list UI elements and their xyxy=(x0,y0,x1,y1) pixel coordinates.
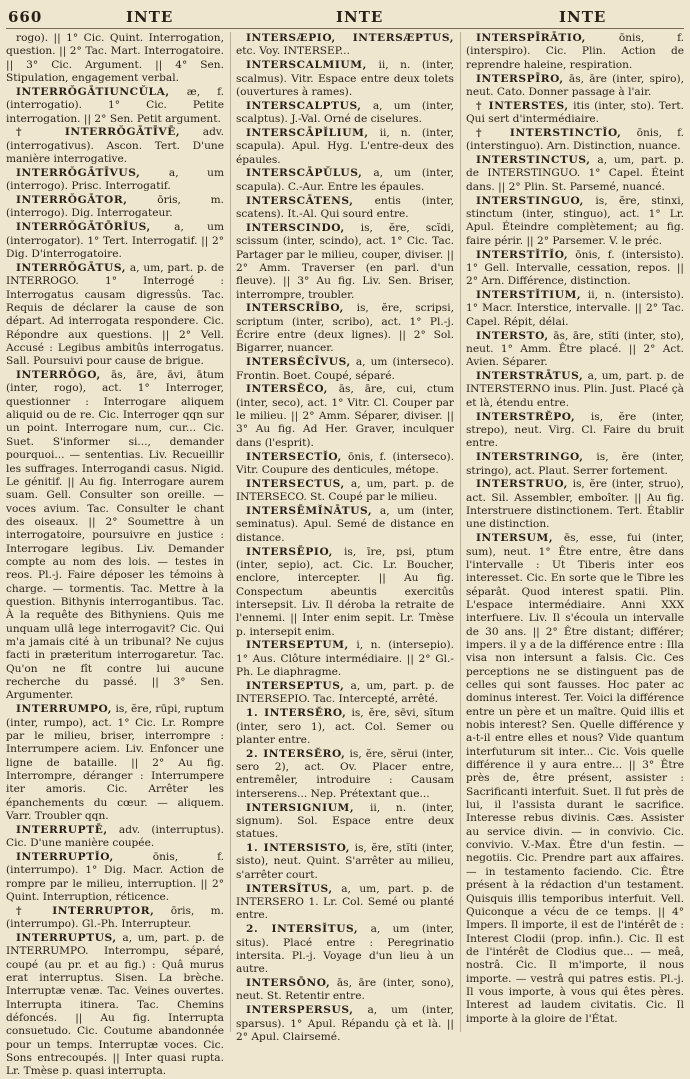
dictionary-entry xyxy=(236,127,454,167)
entry-definition: ii, n. (intersisto). 1° Macr. Interstice, intervalle. || 2° Tac. Capel. Répit, délai. xyxy=(466,289,684,328)
entry-definition: a, um (inter, scapula). C.-Aur. Entre les épaules. xyxy=(236,167,454,193)
entry-headword: † INTERRŎGĀTĪVĒ, xyxy=(16,126,181,139)
dictionary-entry xyxy=(6,262,224,369)
entry-headword: INTERSTINGUO, xyxy=(476,194,584,207)
entry-definition: a, um (inter, situs). Placé entre : Peregrinatio intersita. Pl.-j. Voyage d'un lieu à un autre. xyxy=(236,923,454,976)
entry-headword: INTERSCĀPĬLIUM, xyxy=(246,126,369,139)
dictionary-entry xyxy=(236,1004,454,1044)
entry-definition: ās, āre, āvi, ātum (inter, rogo), act. 1° Interroger, questionner : Interrogare aliquem aliquid ou de re. Cic. Interroger qqn sur un point. Interrogare num, cur... Cic. Suet. S'informer si..., demander pourquoi... — sententias. Liv. Recueillir les suffrages. Interrogandi casus. Nigid. Le génitif. || Au fig. Interrogare aurem suam. Gell. Consulter son oreille. — voces avium. Tac. Consulter le chant des oiseaux. || 2° Soumettre à un interrogatoire, poursuivre en justice : Interrogare legibus. Liv. Demander compte au nom des lois. — testes in reos. Pl.-j. Faire déposer les témoins à charge. — tormentis. Tac. Mettre à la question. Bithynis interrogantibus. Tac. À la requête des Bithyniens. Quis me unquam ullâ lege interrogavit? Cic. Qui m'a jamais cité à un tribunal? Ne cujus facti in præteritum interrogaretur. Tac. Qu'on ne fît contre lui aucune recherche du passé. || 3° Sen. Argumenter. xyxy=(6,369,224,702)
entry-headword: INTERSTĬTIUM, xyxy=(476,289,582,302)
dictionary-entry xyxy=(236,383,454,450)
column-left xyxy=(6,32,225,1078)
running-headword-left: INTE xyxy=(126,8,174,26)
dictionary-entry xyxy=(236,748,454,801)
entry-definition: itis (inter, sto). Tert. Qui sert d'intermédiaire. xyxy=(466,99,685,126)
entry-definition: ās, āre (inter, sono), neut. St. Retentir entre. xyxy=(236,977,454,1003)
entry-headword: INTERSÆPIO, INTERSÆPTUS, xyxy=(246,32,454,44)
entry-definition: ii, n. (inter, scalmus). Vitr. Espace entre deux tolets (ouvertures à rames). xyxy=(236,59,454,98)
dictionary-entry xyxy=(466,330,684,370)
entry-definition: is, īre, psi, ptum (inter, sepio), act. Cic. Lr. Boucher, enclore, intercepter. || Au fig. Conspectum abeuntis exercitûs intersepsit. Liv. Il déroba la retraite de l'ennemi. || Inter enim sepit. Lr. Tmèse p. intersepit enim. xyxy=(236,545,455,638)
entry-definition: etc. Voy. INTERSEP... xyxy=(236,45,350,58)
entry-definition: is, ĕre, scripsi, scriptum (inter, scribo), act. 1° Pl.-j. Écrire entre (deux lignes). || 2° Sol. Bigarrer, nuancer. xyxy=(236,302,454,355)
dictionary-entry xyxy=(466,127,684,154)
dictionary-entry xyxy=(6,221,224,261)
running-headword-right: INTE xyxy=(559,8,607,26)
dictionary-entry xyxy=(236,356,454,383)
entry-headword: INTERRŎGĀTIUNCŬLA, xyxy=(16,85,170,98)
dictionary-entry xyxy=(466,32,684,72)
entry-headword: INTERSTINCTUS, xyxy=(476,154,591,167)
entry-definition: a, um, part. p. de INTERROGO. 1° Interrogé : Interrogatus causam digressûs. Tac. Requis de déclarer la cause de son départ. Ad interrogata respondere. Cic. Répondre aux questions. || 2° Vell. Accusé : Legibus ambitûs interrogatus. Sall. Poursuivi pour cause de brigue. xyxy=(6,261,225,368)
entry-headword: † INTERRUPTOR, xyxy=(16,904,155,917)
entry-headword: INTERSECTUS, xyxy=(246,477,345,490)
entry-headword: INTERRUPTĬO, xyxy=(16,850,114,863)
entry-headword: INTERSCINDO, xyxy=(246,221,345,234)
entry-definition: a, um, part. p. de INTERSTERNO inus. Plin. Just. Placé çà et là, étendu entre. xyxy=(466,370,685,409)
dictionary-entry xyxy=(236,680,454,707)
entry-headword: INTERSĔCO, xyxy=(246,383,328,396)
dictionary-entry xyxy=(236,100,454,127)
entry-definition: ās, āre, stĭti (inter, sto), neut. 1° Amm. Être placé. || 2° Act. Avien. Séparer. xyxy=(466,329,684,369)
entry-headword: INTERSECTĬO, xyxy=(246,450,342,463)
entry-definition: æ, f. (interrogatio). 1° Cic. Petite interrogation. || 2° Sen. Petit argument. xyxy=(6,85,225,125)
entry-headword: INTERSCALMIUM, xyxy=(246,59,367,72)
entry-definition: a, um (inter, scalptus). J.-Val. Orné de ciselures. xyxy=(236,99,454,126)
dictionary-entry xyxy=(466,195,684,248)
entry-headword: 1. INTERSĔRO, xyxy=(246,707,347,720)
entry-headword: INTERSPĪRĀTIO, xyxy=(476,32,586,44)
entry-headword: INTERSCALPTUS, xyxy=(246,99,362,112)
dictionary-entry xyxy=(466,451,684,478)
entry-headword: INTERSPERSUS, xyxy=(246,1004,354,1017)
dictionary-entry xyxy=(6,905,224,932)
dictionary-entry xyxy=(6,86,224,126)
entry-definition: is, ĕre, sēvi, sĭtum (inter, sero 1), act. Col. Semer ou planter entre. xyxy=(236,707,455,746)
dictionary-entry xyxy=(466,154,684,194)
dictionary-entry xyxy=(236,977,454,1004)
entry-headword: 2. INTERSĔRO, xyxy=(246,747,346,760)
dictionary-entry xyxy=(236,451,454,478)
entry-definition: is, ĕre (inter, stringo), act. Plaut. Serrer fortement. xyxy=(466,451,684,477)
entry-definition: ās, āre, cui, ctum (inter, seco), act. 1° Vitr. Cl. Couper par le milieu. || 2° Amm. Séparer, diviser. || 3° Au fig. Ad Her. Graver, inculquer dans (l'esprit). xyxy=(236,383,454,449)
dictionary-entry xyxy=(6,126,224,166)
dictionary-entry xyxy=(6,703,224,823)
entry-definition: a, um, part. p. de INTERSECO. St. Coupé par le milieu. xyxy=(236,477,455,504)
entry-headword: INTERSEPTUM, xyxy=(246,639,349,652)
entry-headword: † INTERSTINCTĬO, xyxy=(476,126,622,139)
dictionary-entry xyxy=(6,932,224,1079)
entry-headword: INTERSĔCĪVUS, xyxy=(246,356,351,369)
dictionary-entry xyxy=(236,195,454,222)
entry-headword: INTERSTRINGO, xyxy=(476,451,584,464)
entry-headword: INTERSTRĀTUS, xyxy=(476,370,584,383)
dictionary-entry xyxy=(466,249,684,289)
entry-headword: INTERSCĀPŬLUS, xyxy=(246,167,363,180)
entry-definition: is, ĕre, rūpi, ruptum (inter, rumpo), act. 1° Cic. Lr. Rompre par le milieu, briser, interrompre : Interrumpere aciem. Liv. Enfoncer une ligne de bataille. || 2° Au fig. Interrompre, déranger : Interrumpere iter amoris. Cic. Arrêter les épanchements du cœur. — aliquem. Varr. Troubler qqn. xyxy=(6,703,225,822)
entry-headword: INTERSTĬTĬO, xyxy=(476,248,569,261)
entry-definition: ēs, esse, fui (inter, sum), neut. 1° Être entre, être dans l'intervalle : Ut Tiberis inter eos interesset. Cic. En sorte que le Tibre les séparât. Quod interest spatii. Plin. L'espace intermédiaire. Anni XXX interfuere. Liv. Il s'écoula un intervalle de 30 ans. || 2° Être distant; différer; impers. il y a de la différence entre : Illa visa non intersunt a falsis. Cic. Ces perceptions ne se distinguent pas de celles qui sont fausses. Hoc pater ac dominus interest. Ter. Voici la différence entre un père et un maître. Quid illis et nobis interest? Sen. Quelle différence y a-t-il entre elles et nous? Vide quantum interfuturum sit inter... Cic. Vois quelle différence il y aura entre... || 3° Être près de, être présent, assister : Sacrificanti interfuit. Suet. Il fut près de lui, il l'assista durant le sacrifice. Interesse rebus divinis. Cæs. Assister au service divin. — in convivio. Cic. convivio. V.-Max. Être d'un festin. — negotiis. Cic. Prendre part aux affaires. — in testamento faciendo. Cic. Être présent à la rédaction d'un testament. Quisquis illis temporibus interfuit. Vell. Quiconque a vécu de ce temps. || 4° Impers. Il importe, il est de l'intérêt de : Interest Clodii (prop. infin.). Cic. Il est de l'intérêt de Clodius que... — meâ, nostrâ. Cic. Il m'importe, il nous importe. — vestrâ qui patres estis. Pl.-j. Il vous importe, à vous qui êtes pères. Interest ad laudem civitatis. Cic. Il importe à la gloire de l'État. xyxy=(466,532,684,1025)
entry-definition: ās, āre (inter, spiro), neut. Cato. Donner passage à l'air. xyxy=(466,72,684,98)
entry-definition: is, ĕre, stĭti (inter, sisto), neut. Quint. S'arrêter au milieu, s'arrêter court. xyxy=(236,842,454,881)
dictionary-entry xyxy=(466,100,684,127)
dictionary-entry xyxy=(236,32,454,59)
entry-headword: INTERSĬTUS, xyxy=(246,882,333,895)
dictionary-entry xyxy=(466,289,684,329)
entry-definition: is, ĕre (inter, struo), act. Sil. Assembler, emboîter. || Au fig. Interstruere distinctionem. Tert. Établir une distinction. xyxy=(466,478,684,531)
entry-definition: ōris, m. (interrogo). Dig. Interrogateur. xyxy=(6,194,225,220)
dictionary-entry xyxy=(6,851,224,904)
dictionary-entry xyxy=(466,532,684,1026)
entry-headword: 1. INTERSISTO, xyxy=(246,842,351,855)
dictionary-entry xyxy=(236,302,454,355)
dictionary-entry xyxy=(236,707,454,747)
entry-headword: INTERRŎGĀTĪVUS, xyxy=(16,166,141,179)
entry-definition: a, um, part. p. de INTERSTINGUO. 1° Capel. Éteint dans. || 2° Plin. St. Parsemé, nuancé. xyxy=(466,154,684,193)
entry-definition: rogo). || 1° Cic. Quint. Interrogation, question. || 2° Tac. Mart. Interrogatoire. || 3° Cic. Argument. || 4° Sen. Stipulation, engagement verbal. xyxy=(6,32,224,85)
entry-headword: INTERSUM, xyxy=(476,532,554,545)
dictionary-entry xyxy=(6,824,224,851)
entry-definition: ōris, m. (interrumpo). Gl.-Ph. Interrupteur. xyxy=(6,904,224,931)
dictionary-entry xyxy=(236,923,454,976)
dictionary-entry xyxy=(6,167,224,194)
entry-headword: INTERSEPTUS, xyxy=(246,680,345,692)
dictionary-entry xyxy=(466,370,684,410)
entry-headword: † INTERSTES, xyxy=(476,99,569,112)
entry-definition: ii, n. (inter, scapula). Apul. Hyg. L'entre-deux des épaules. xyxy=(236,126,454,166)
entry-headword: INTERRŎGĀTŌRĬUS, xyxy=(16,221,151,234)
entry-definition: a, um, part. p. de INTERRUMPO. Interrompu, séparé, coupé (au pr. et au fig.) : Quâ murus erat interruptus. Sisen. La brèche. Interruptæ venæ. Tac. Veines ouvertes. Interrupta itinera. Tac. Chemins défoncés. || Au fig. Interrupta consuetudo. Cic. Coutume abandonnée pour un temps. Interruptæ voces. Cic. Sons entrecoupés. || Inter quasi rupta. Lr. Tmèse p. quasi interrupta. xyxy=(6,932,225,1078)
dictionary-entry xyxy=(236,222,454,302)
entry-headword: INTERSTRUO, xyxy=(476,478,568,491)
entry-headword: INTERSCRĪBO, xyxy=(246,302,344,315)
column-center xyxy=(230,32,455,1043)
columns xyxy=(6,32,685,1078)
entry-definition: adv. (interruptus). Cic. D'une manière coupée. xyxy=(6,823,224,850)
entry-definition: ōnis, f. (interspiro). Cic. Plin. Action de reprendre haleine, respiration. xyxy=(466,32,684,71)
entry-definition: is, ĕre, sĕrui (inter, sero 2), act. Ov. Placer entre, entremêler, introduire : Causam interserens... Nep. Prétextant que... xyxy=(236,747,454,800)
entry-definition: ōnis, f. (interrumpo). 1° Dig. Macr. Action de rompre par le milieu, interruption. || 2° Quint. Interruption, réticence. xyxy=(6,850,225,903)
page-number: 660 xyxy=(8,8,43,26)
entry-definition: is, ĕre, stinxi, stinctum (inter, stinguo), act. 1° Lr. Apul. Éteindre complètement; au fig. faire périr. || 2° Parsemer. V. le préc. xyxy=(466,194,684,247)
dictionary-entry xyxy=(236,546,454,639)
entry-headword: INTERSŌNO, xyxy=(246,977,331,990)
entry-headword: INTERSPĪRO, xyxy=(476,72,564,85)
running-headword-center: INTE xyxy=(336,8,384,26)
dictionary-entry xyxy=(466,478,684,531)
entry-definition: ii, n. (inter, signum). Sol. Espace entre deux statues. xyxy=(236,801,454,841)
entry-definition: a, um (inter, sparsus). 1° Apul. Répandu çà et là. || 2° Apul. Clairsemé. xyxy=(236,1004,454,1043)
entry-definition: a, um (interseco). Frontin. Boet. Coupé, séparé. xyxy=(236,356,454,382)
entry-headword: INTERSIGNIUM, xyxy=(246,801,355,814)
entry-definition: ōnis, f. (interstinguo). Arn. Distinction, nuance. xyxy=(466,126,685,153)
entry-headword: INTERRUMPO, xyxy=(16,703,113,716)
entry-headword: INTERRŎGĀTUS, xyxy=(16,261,127,274)
entry-definition: a, um (interrogator). 1° Tert. Interrogatif. || 2° Dig. D'interrogatoire. xyxy=(6,221,224,260)
entry-headword: INTERRUPTĒ, xyxy=(16,823,108,836)
page-header xyxy=(6,6,684,29)
entry-headword: INTERSĒMĬNĀTUS, xyxy=(246,505,373,518)
entry-headword: INTERRUPTUS, xyxy=(16,932,117,945)
entry-definition: a, um, part. p. de INTERSEPIO. Tac. Intercepté, arrêté. xyxy=(236,680,455,706)
dictionary-entry xyxy=(236,842,454,882)
column-right xyxy=(460,32,684,1032)
dictionary-entry xyxy=(236,883,454,923)
dictionary-entry xyxy=(236,505,454,545)
entry-headword: INTERRŎGO, xyxy=(16,369,101,382)
dictionary-entry xyxy=(236,802,454,842)
entry-headword: 2. INTERSĬTUS, xyxy=(246,923,359,936)
dictionary-entry xyxy=(236,167,454,194)
dictionary-entry xyxy=(236,639,454,679)
dictionary-entry xyxy=(466,73,684,100)
dictionary-entry xyxy=(466,411,684,451)
entry-headword: INTERSTO, xyxy=(476,329,549,342)
entry-headword: INTERSCĀTENS, xyxy=(246,194,354,207)
entry-definition: a, um (inter, seminatus). Apul. Semé de distance en distance. xyxy=(236,505,454,544)
dictionary-entry xyxy=(6,369,224,703)
dictionary-entry xyxy=(6,194,224,221)
dictionary-entry xyxy=(6,32,224,85)
entry-definition: entis (inter, scatens). It.-Al. Qui sourd entre. xyxy=(236,194,454,220)
entry-definition: adv. (interrogativus). Ascon. Tert. D'une manière interrogative. xyxy=(6,126,224,166)
entry-definition: a, um (interrogo). Prisc. Interrogatif. xyxy=(6,166,224,193)
entry-headword: INTERSĒPIO, xyxy=(246,545,333,558)
dictionary-entry xyxy=(236,478,454,505)
entry-definition: is, ĕre (inter, strepo), neut. Virg. Cl. Faire du bruit entre. xyxy=(466,410,684,450)
entry-headword: INTERSTRĔPO, xyxy=(476,410,576,423)
entry-definition: ōnis, f. (intersisto). 1° Gell. Intervalle, cessation, repos. || 2° Arn. Différence, distinction. xyxy=(466,248,684,288)
dictionary-entry xyxy=(236,59,454,99)
entry-definition: i, n. (intersepio). 1° Aus. Clôture intermédiaire. || 2° Gl.-Ph. Le diaphragme. xyxy=(236,639,454,679)
entry-definition: ōnis, f. (interseco). Vitr. Coupure des denticules, métope. xyxy=(236,450,454,476)
entry-definition: is, ĕre, scĭdi, scissum (inter, scindo), act. 1° Cic. Tac. Partager par le milieu, couper, diviser. || 2° Amm. Traverser (en parl. d'un fleuve). || 3° Au fig. Liv. Sen. Briser, interrompre, troubler. xyxy=(236,221,454,301)
entry-definition: a, um, part. p. de INTERSERO 1. Lr. Col. Semé ou planté entre. xyxy=(236,882,454,922)
entry-headword: INTERRŎGĀTOR, xyxy=(16,194,128,207)
